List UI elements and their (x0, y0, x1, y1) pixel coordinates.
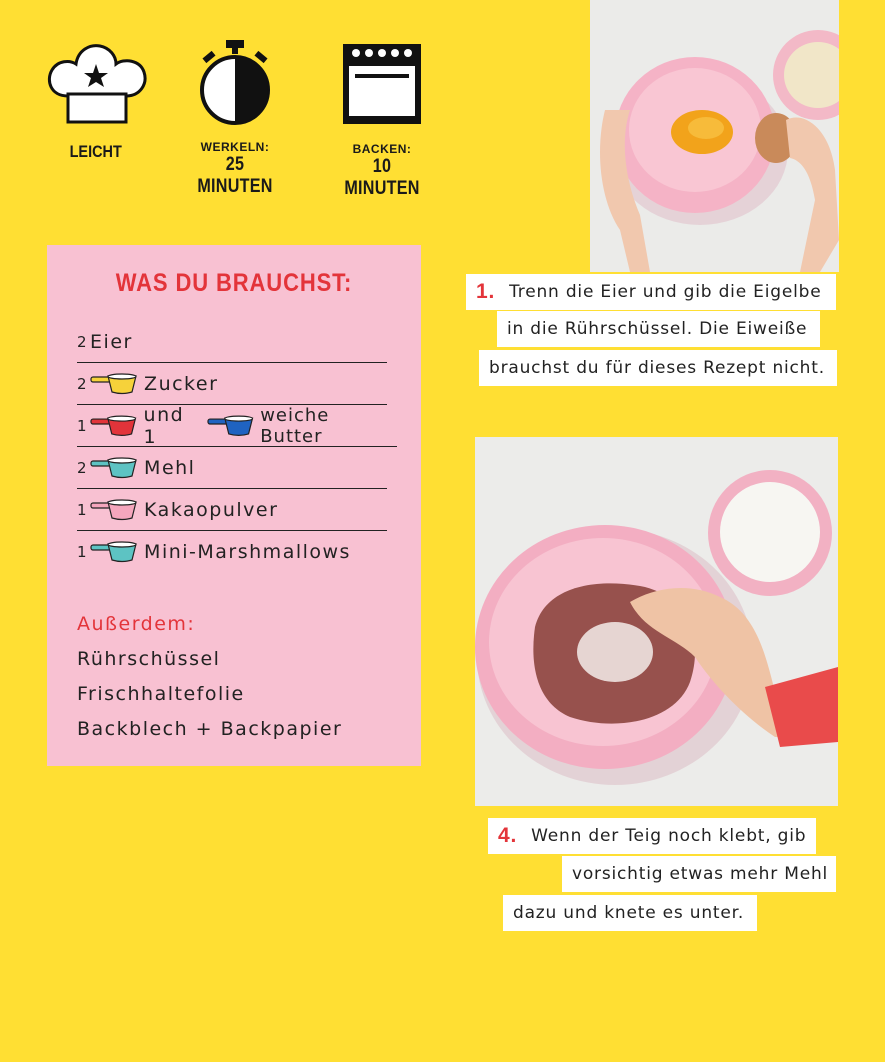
ingredient-qty: 2 (77, 374, 89, 393)
ingredient-text-2: weiche Butter (260, 404, 330, 447)
step-text: dazu und knete es unter. (513, 903, 745, 923)
ingredient-text: Mini-Marshmallows (144, 540, 351, 563)
step-4-caption-line (488, 818, 816, 854)
ingredient-text: Zucker (144, 372, 219, 395)
extras-title: Außerdem: (77, 613, 196, 635)
measuring-cup-icon (90, 499, 138, 521)
ingredient-text: und 1 (143, 403, 185, 448)
oven-icon (341, 42, 423, 126)
step-text: in die Rührschüssel. Die Eiweiße (507, 319, 808, 339)
step-4-caption-line (503, 895, 757, 931)
step-text: Wenn der Teig noch klebt, gib (531, 826, 807, 846)
difficulty-info (44, 40, 148, 162)
ingredient-row (77, 363, 387, 405)
step-text: brauchst du für dieses Rezept nicht. (489, 358, 825, 378)
ingredient-qty: 1 (77, 416, 89, 435)
ingredient-row (77, 405, 397, 447)
step-number: 1. (476, 280, 496, 303)
ingredients-card (47, 245, 421, 766)
step-1-photo (590, 0, 839, 272)
ingredient-row (77, 489, 387, 531)
extra-item: Rührschüssel (77, 648, 221, 670)
bake-time-info (326, 42, 438, 200)
ingredient-qty: 2 (77, 332, 89, 351)
extra-item: Frischhaltefolie (77, 683, 245, 705)
craft-time: 25 MINUTEN (197, 154, 273, 197)
ingredient-qty: 1 (77, 500, 89, 519)
ingredient-qty: 1 (77, 542, 89, 561)
step-text: Trenn die Eier und gib die Eigelbe (509, 282, 822, 302)
ingredient-text: Eier (90, 330, 133, 353)
step-4-photo (475, 437, 838, 806)
stopwatch-icon (195, 40, 275, 126)
bake-time: 10 MINUTEN (344, 156, 420, 199)
difficulty-label: LEICHT (69, 142, 123, 161)
ingredient-qty: 2 (77, 458, 89, 477)
step-text: vorsichtig etwas mehr Mehl (572, 864, 829, 884)
craft-label: WERKELN: (200, 140, 270, 154)
chef-hat-icon (44, 40, 148, 126)
bake-label: BACKEN: (352, 142, 412, 156)
ingredient-row (77, 531, 387, 572)
step-1-caption-line (479, 350, 837, 386)
ingredient-text: Mehl (144, 456, 196, 479)
step-1-caption-line (466, 274, 836, 310)
ingredient-row (77, 447, 387, 489)
step-4-caption-line (562, 856, 836, 892)
step-number: 4. (498, 824, 518, 847)
extra-item: Backblech + Backpapier (77, 718, 343, 740)
measuring-cup-icon (90, 415, 138, 437)
step-1-caption-line (497, 311, 820, 347)
ingredient-text: Kakaopulver (144, 498, 279, 521)
ingredients-title: WAS DU BRAUCHST: (115, 269, 353, 297)
measuring-cup-icon (90, 541, 138, 563)
measuring-cup-icon (90, 373, 138, 395)
craft-time-info (178, 40, 292, 198)
ingredient-row (77, 321, 387, 363)
measuring-cup-icon (90, 457, 138, 479)
measuring-cup-icon (207, 415, 255, 437)
